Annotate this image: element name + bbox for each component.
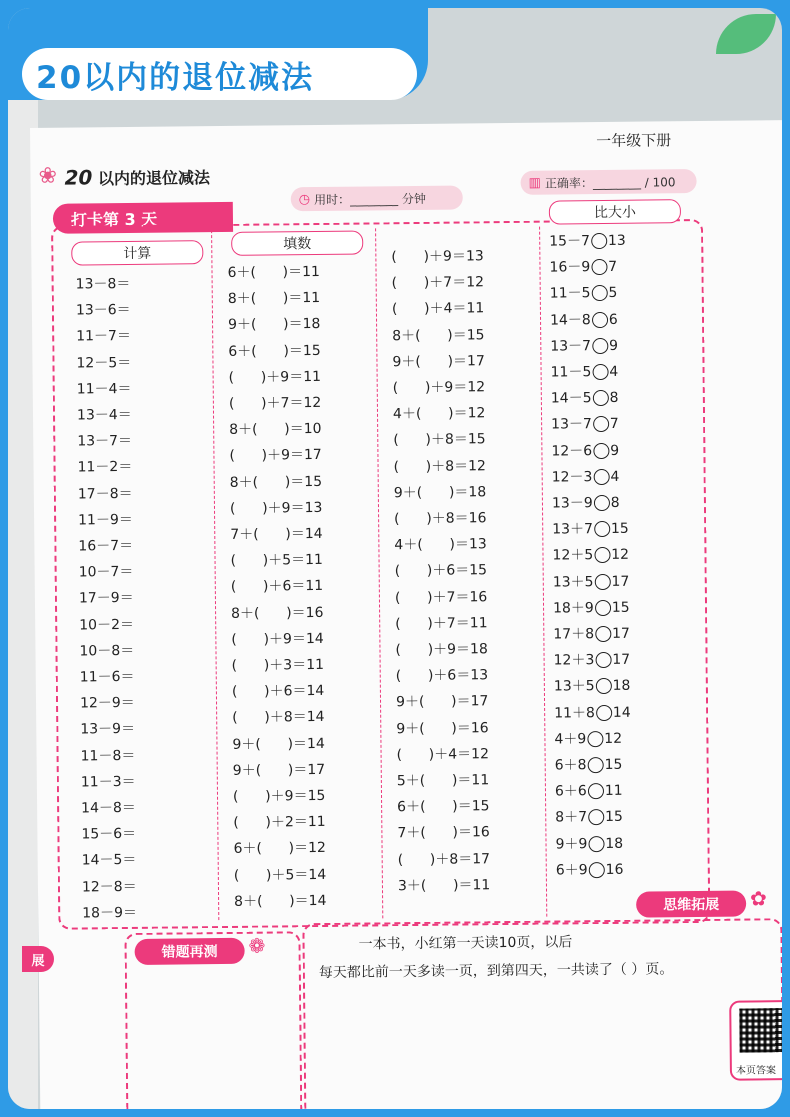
- worksheet-page: [30, 120, 782, 1109]
- compare-right: 4: [609, 363, 619, 380]
- compare-right: 12: [611, 547, 630, 564]
- exercise-item: 14－8＝: [81, 799, 136, 817]
- exercise-item: 11－4＝: [76, 380, 132, 398]
- answer-circle[interactable]: [587, 731, 603, 747]
- compare-right: 5: [608, 285, 618, 302]
- answer-circle[interactable]: [592, 364, 608, 380]
- exercise-item: 10－7＝: [78, 564, 134, 581]
- exercise-item: 8＋( )＝15: [229, 473, 323, 491]
- worksheet-title: 20 以内的退位减法: [64, 165, 211, 190]
- answer-circle[interactable]: [595, 600, 611, 616]
- compare-right: 9: [610, 442, 620, 459]
- exercise-item: ( )＋2＝11: [233, 814, 326, 832]
- compare-right: 12: [604, 730, 623, 747]
- exercise-item: ( )＋8＝14: [232, 709, 325, 727]
- answer-circle[interactable]: [593, 390, 609, 406]
- exercise-item: 13－9＝: [80, 721, 136, 738]
- exercise-item: 17－8＝: [77, 485, 133, 503]
- exercise-item: 6＋( )＝15: [228, 342, 321, 360]
- exercise-item: ( )＋9＝15: [232, 787, 326, 805]
- exercise-item: ( )＋5＝11: [230, 552, 323, 570]
- exercise-item: [550, 335, 618, 356]
- exercise-item: 11－7＝: [76, 328, 132, 345]
- exercise-item: 8＋( )＝10: [229, 421, 322, 439]
- answer-circle[interactable]: [592, 338, 608, 354]
- exercise-item: [552, 518, 629, 539]
- compare-right: 17: [612, 651, 631, 669]
- exercise-item: ( )＋3＝11: [231, 656, 325, 674]
- exercise-item: ( )＋8＝17: [397, 850, 491, 868]
- day-tab: 打卡第 3 天: [53, 202, 233, 234]
- compare-left: 6＋9: [555, 861, 588, 879]
- exercise-item: [552, 544, 629, 565]
- exercise-item: 14－5＝: [81, 852, 137, 869]
- exercise-item: ( )＋7＝11: [395, 615, 488, 632]
- exercise-item: 16－7＝: [78, 537, 134, 555]
- answer-circle[interactable]: [594, 547, 610, 563]
- exercise-item: [551, 387, 619, 408]
- compare-left: 11＋8: [554, 704, 595, 722]
- compare-right: 4: [610, 468, 620, 485]
- compare-left: 6＋6: [554, 783, 587, 800]
- exercise-item: 11－6＝: [79, 668, 135, 686]
- exercise-item: 7＋( )＝16: [397, 824, 490, 842]
- compare-left: 18＋9: [552, 599, 594, 617]
- exercise-item: ( )＋7＝12: [391, 274, 485, 292]
- timer-field: ◷ 用时：________ 分钟: [291, 185, 463, 211]
- answer-circle[interactable]: [594, 521, 610, 537]
- exercise-item: ( )＋6＝13: [395, 667, 489, 685]
- exercise-item: 9＋( )＝17: [232, 761, 326, 779]
- exercise-item: [550, 361, 618, 382]
- clock-icon: ◷: [298, 191, 311, 207]
- compare-left: 13＋5: [552, 573, 594, 591]
- exercise-item: 8＋( )＝14: [234, 892, 327, 910]
- compare-left: 13＋7: [552, 521, 594, 538]
- compare-right: 15: [610, 520, 629, 538]
- exercise-item: 9＋( )＝18: [393, 484, 487, 502]
- exercise-item: [554, 675, 631, 696]
- exercise-item: 13－4＝: [76, 406, 132, 424]
- exercise-item: 11－2＝: [77, 459, 133, 476]
- exercise-item: ( )＋9＝17: [229, 447, 322, 465]
- exercise-item: [550, 282, 618, 303]
- exercise-item: [552, 492, 620, 513]
- exercise-item: 13－7＝: [77, 433, 133, 450]
- exercise-item: ( )＋8＝15: [393, 431, 486, 449]
- compare-right: 6: [608, 311, 618, 328]
- answer-circle[interactable]: [591, 285, 607, 301]
- compare-right: 18: [612, 678, 631, 695]
- exercise-item: [553, 597, 630, 618]
- exercise-item: 6＋( )＝15: [397, 798, 490, 816]
- exercise-item: 8＋( )＝11: [227, 290, 321, 308]
- answer-circle[interactable]: [588, 783, 604, 799]
- exercise-item: 10－2＝: [79, 616, 135, 634]
- exercise-item: 11－8＝: [80, 747, 136, 765]
- compare-left: 12－6: [551, 442, 593, 460]
- answer-qr-code[interactable]: [729, 1000, 782, 1081]
- compare-left: 16－9: [549, 259, 591, 276]
- answer-circle[interactable]: [595, 626, 611, 642]
- compare-left: 12－3: [551, 468, 593, 486]
- compare-left: 13－9: [551, 495, 593, 512]
- compare-right: 14: [612, 704, 631, 721]
- title-banner: [8, 8, 428, 100]
- puzzle-text: 一本书，小红第一天读10页，以后 每天都比前一天多读一页，到第四天，一共读了（ ）页。: [318, 934, 674, 982]
- answer-circle[interactable]: [595, 652, 611, 668]
- exercise-item: ( )＋9＝12: [392, 379, 486, 397]
- exercise-item: ( )＋9＝18: [395, 641, 488, 659]
- compare-right: 15: [604, 756, 623, 774]
- exercise-item: 12－9＝: [79, 695, 135, 712]
- exercise-item: [549, 230, 626, 251]
- exercise-item: 6＋( )＝11: [227, 263, 320, 281]
- compare-left: 11－5: [550, 364, 592, 381]
- compare-left: 14－8: [549, 311, 591, 329]
- answer-circle[interactable]: [594, 495, 610, 511]
- compare-left: 4＋9: [554, 731, 587, 748]
- exercise-item: ( )＋8＝12: [393, 457, 487, 475]
- exercise-item: [553, 623, 630, 644]
- exercise-item: ( )＋9＝13: [391, 248, 484, 266]
- compare-right: 15: [611, 599, 630, 616]
- exercise-item: 13－6＝: [75, 302, 131, 319]
- compare-left: 14－5: [550, 390, 592, 407]
- exercise-item: [551, 413, 619, 434]
- compare-column-header: 比大小: [549, 199, 681, 224]
- photo-frame: [8, 8, 782, 1109]
- exercise-item: 4＋( )＝12: [392, 405, 486, 423]
- compare-left: 11－5: [549, 285, 591, 302]
- exercise-item: 7＋( )＝14: [230, 525, 323, 543]
- answer-circle[interactable]: [593, 469, 609, 485]
- exercise-item: 11－9＝: [78, 511, 133, 529]
- exercise-item: 9＋( )＝14: [232, 735, 325, 753]
- exercise-item: 10－8＝: [79, 642, 135, 660]
- compare-right: 17: [611, 625, 630, 642]
- bar-chart-icon: ▥: [528, 175, 541, 191]
- extend-tag: 思维拓展: [636, 891, 746, 918]
- exercise-item: ( )＋9＝13: [229, 499, 323, 517]
- answer-circle[interactable]: [587, 757, 603, 773]
- exercise-item: [555, 754, 623, 775]
- exercise-item: 5＋( )＝11: [396, 772, 490, 790]
- compare-right: 8: [609, 390, 619, 407]
- answer-circle[interactable]: [596, 705, 612, 721]
- exercise-item: ( )＋6＝14: [231, 683, 325, 701]
- compare-right: 15: [604, 809, 623, 826]
- exercise-item: [555, 806, 623, 827]
- answer-circle[interactable]: [588, 836, 604, 852]
- exercise-item: 9＋( )＝16: [396, 719, 489, 737]
- compare-right: 7: [609, 416, 619, 433]
- compare-right: 17: [611, 573, 630, 590]
- exercise-item: 13－8＝: [75, 275, 131, 293]
- exercise-item: ( )＋4＝12: [396, 746, 490, 763]
- compare-left: 15－7: [549, 233, 591, 250]
- exercise-item: ( )＋5＝14: [233, 866, 327, 884]
- compare-left: 6＋8: [554, 757, 587, 774]
- answer-circle[interactable]: [592, 312, 608, 328]
- exercise-item: [554, 701, 631, 722]
- compare-left: 13－7: [551, 416, 592, 433]
- exercise-item: 9＋( )＝17: [392, 353, 485, 371]
- exercise-item: [555, 832, 623, 853]
- exercise-item: 15－6＝: [81, 826, 137, 843]
- exercise-item: 9＋( )＝17: [395, 693, 489, 711]
- exercise-item: 12－5＝: [76, 354, 132, 372]
- exercise-item: ( )＋7＝12: [228, 394, 322, 412]
- exercise-item: [549, 256, 617, 277]
- exercise-item: [551, 439, 619, 460]
- elephant-icon: ❁: [248, 933, 266, 958]
- compare-right: 7: [608, 259, 618, 276]
- answer-circle[interactable]: [594, 574, 610, 590]
- exercise-item: 3＋( )＝11: [397, 877, 491, 894]
- compare-left: 12＋5: [552, 547, 594, 564]
- answer-circle[interactable]: [588, 809, 604, 825]
- exercise-item: [552, 466, 620, 487]
- compare-left: 17＋8: [553, 626, 595, 643]
- lion-icon: ✿: [749, 886, 767, 911]
- answer-circle[interactable]: [593, 443, 609, 459]
- fill-column-header: 填数: [231, 231, 363, 256]
- rabbit-icon: ❀: [38, 163, 58, 189]
- exercise-item: 8＋( )＝15: [392, 326, 485, 344]
- exercise-item: ( )＋9＝14: [231, 630, 324, 648]
- exercise-item: [554, 728, 622, 749]
- compare-right: 9: [608, 337, 619, 354]
- answer-circle[interactable]: [591, 259, 607, 275]
- left-page-tag: 展: [22, 946, 54, 972]
- compare-left: 9＋9: [555, 835, 588, 853]
- exercise-item: [555, 780, 623, 801]
- review-tag: 错题再测: [134, 938, 244, 965]
- exercise-item: ( )＋9＝11: [228, 368, 322, 386]
- exercise-item: ( )＋6＝15: [394, 562, 488, 580]
- grade-label: 一年级下册: [596, 131, 672, 151]
- exercise-item: 9＋( )＝18: [227, 316, 321, 334]
- exercise-item: [553, 570, 630, 591]
- compare-right: 11: [604, 783, 623, 800]
- compare-right: 13: [607, 232, 626, 249]
- qr-label: 本页答案: [735, 1065, 776, 1077]
- plant-leaf-decoration: [716, 14, 776, 54]
- exercise-item: ( )＋4＝11: [391, 300, 485, 318]
- exercise-item: 4＋( )＝13: [394, 536, 487, 554]
- answer-circle[interactable]: [593, 416, 609, 432]
- calc-column-header: 计算: [71, 240, 203, 265]
- accuracy-field: ▥ 正确率：________ / 100: [520, 169, 696, 195]
- title-banner-inner: [22, 48, 417, 100]
- exercise-item: 6＋( )＝12: [233, 840, 327, 858]
- exercise-item: [550, 308, 618, 329]
- answer-circle[interactable]: [589, 862, 605, 878]
- exercise-item: ( )＋6＝11: [230, 578, 324, 596]
- compare-right: 8: [610, 494, 620, 511]
- answer-circle[interactable]: [591, 233, 607, 249]
- exercise-item: ( )＋8＝16: [394, 510, 487, 528]
- qr-code-image: [739, 1008, 782, 1052]
- exercise-item: ( )＋7＝16: [394, 588, 488, 606]
- compare-left: 13＋5: [553, 678, 595, 695]
- answer-circle[interactable]: [596, 678, 612, 694]
- exercise-item: [556, 859, 624, 880]
- exercise-item: 12－8＝: [81, 878, 137, 896]
- exercise-item: 17－9＝: [78, 590, 134, 607]
- exercise-item: [553, 649, 630, 670]
- compare-left: 8＋7: [555, 809, 588, 826]
- compare-left: 12＋3: [553, 652, 595, 669]
- compare-left: 13－7: [550, 337, 592, 355]
- compare-right: 16: [605, 861, 624, 878]
- banner-title: 20以内的退位减法: [36, 59, 315, 96]
- exercise-item: 18－9＝: [82, 904, 138, 922]
- exercise-item: 8＋( )＝16: [231, 604, 324, 622]
- compare-right: 18: [605, 835, 624, 852]
- exercise-item: 11－3＝: [80, 773, 136, 791]
